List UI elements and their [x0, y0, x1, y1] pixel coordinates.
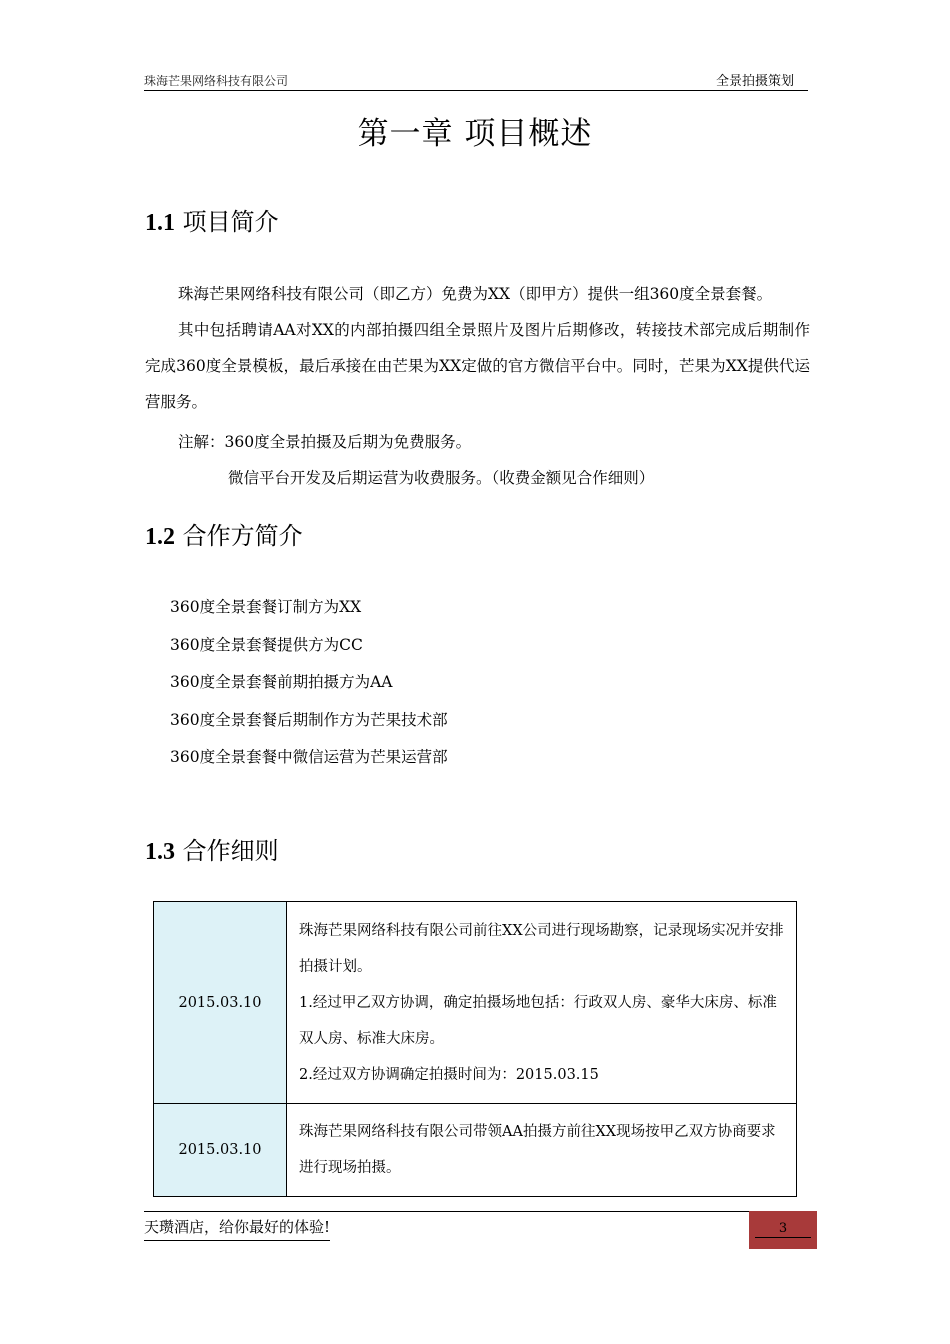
table-cell-content	[287, 902, 797, 1104]
table-row	[154, 1104, 797, 1197]
list-item: 360度全景套餐前期拍摄方为AA	[170, 673, 393, 691]
list-item: 360度全景套餐中微信运营为芒果运营部	[170, 748, 448, 766]
header-doc-title: 全景拍摄策划	[715, 74, 794, 89]
paragraph: 其中包括聘请AA对XX的内部拍摄四组全景照片及图片后期修改，转接技术部完成后期制作完成360度全景模板，最后承接在由芒果为XX定做的官方微信平台中。同时，芒果为XX提供代运营服务。	[145, 321, 810, 411]
cell-line: 珠海芒果网络科技有限公司前往XX公司进行现场勘察，记录现场实况并安排拍摄计划。	[299, 922, 784, 975]
section-heading-1-3	[145, 831, 279, 866]
list-item: 360度全景套餐后期制作方为芒果技术部	[170, 710, 448, 729]
cell-line: 2.经过双方协调确定拍摄时间为：2015.03.15	[299, 1066, 599, 1083]
page-header	[144, 68, 808, 91]
partner-list	[170, 589, 448, 777]
footer-slogan: 天瓒酒店，给你最好的体验!	[144, 1216, 330, 1241]
section-title: 合作方简介	[182, 522, 303, 550]
list-item: 360度全景套餐提供方为CC	[170, 635, 363, 654]
section-title: 合作细则	[182, 837, 279, 865]
note-paragraph: 注解：360度全景拍摄及后期为免费服务。	[178, 433, 472, 451]
page-number: 3	[755, 1221, 811, 1238]
list-item: 360度全景套餐订制方为XX	[170, 598, 362, 616]
footer-divider	[144, 1211, 749, 1212]
table-row	[154, 902, 797, 1104]
section-heading-1-1	[145, 202, 279, 237]
section-number: 1.2	[145, 524, 175, 550]
table-cell-content	[287, 1104, 797, 1197]
section-number: 1.3	[145, 839, 175, 865]
paragraph: 珠海芒果网络科技有限公司（即乙方）免费为XX（即甲方）提供一组360度全景套餐。	[178, 285, 773, 303]
section-heading-1-2	[145, 516, 303, 551]
cell-line: 珠海芒果网络科技有限公司带领AA拍摄方前往XX现场按甲乙双方协商要求进行现场拍摄。	[299, 1124, 776, 1176]
table-cell-date: 2015.03.10	[154, 902, 287, 1104]
header-company: 珠海芒果网络科技有限公司	[144, 74, 289, 88]
cooperation-table	[153, 901, 797, 1197]
page-number-box	[749, 1211, 817, 1249]
cell-line: 1.经过甲乙双方协调，确定拍摄场地包括：行政双人房、豪华大床房、标准双人房、标准大床房。	[299, 994, 777, 1047]
table-cell-date: 2015.03.10	[154, 1104, 287, 1197]
section-number: 1.1	[145, 210, 175, 236]
note-paragraph: 微信平台开发及后期运营为收费服务。（收费金额见合作细则）	[228, 469, 655, 487]
chapter-title: 第一章 项目概述	[357, 116, 593, 152]
section-title: 项目简介	[182, 208, 279, 236]
